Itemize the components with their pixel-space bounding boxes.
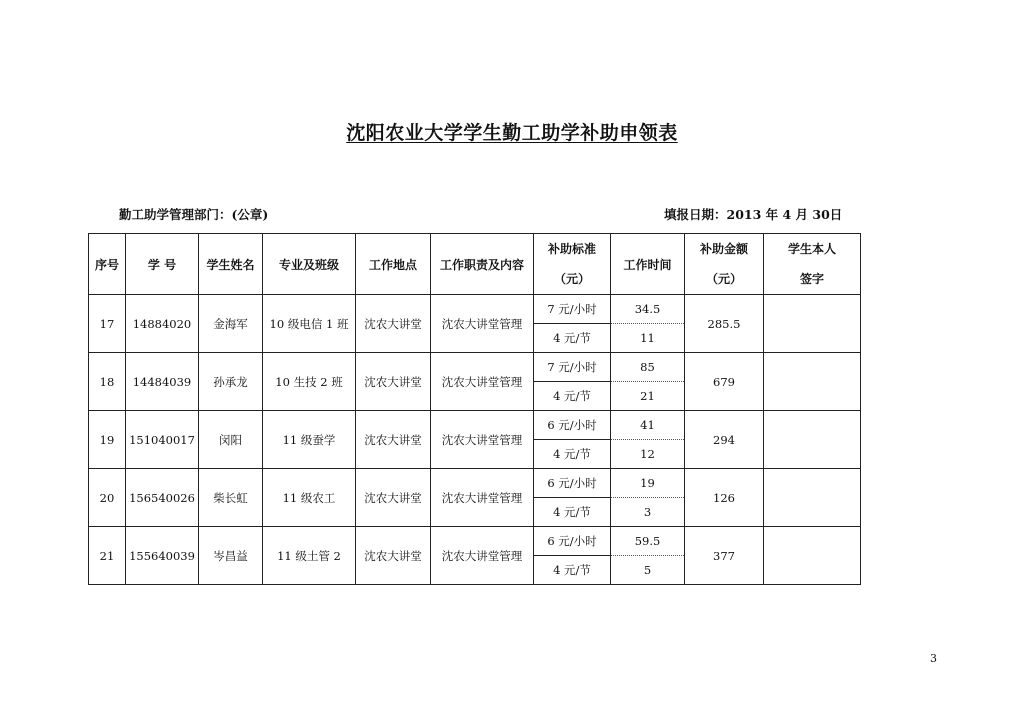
cell-rate-hourly: 7 元/小时 — [534, 353, 611, 382]
document-title — [0, 118, 1024, 145]
cell-hours-session: 21 — [611, 382, 685, 411]
cell-major-class: 10 级电信 1 班 — [263, 295, 356, 353]
cell-hours-hourly: 59.5 — [611, 527, 685, 556]
cell-location: 沈农大讲堂 — [356, 411, 431, 469]
cell-amount: 377 — [685, 527, 764, 585]
cell-name: 岑昌益 — [199, 527, 263, 585]
header-standard-line1: 补助标准 — [547, 242, 596, 256]
table-row — [89, 469, 861, 498]
cell-major-class: 10 生技 2 班 — [263, 353, 356, 411]
cell-location: 沈农大讲堂 — [356, 527, 431, 585]
cell-rate-hourly: 6 元/小时 — [534, 411, 611, 440]
cell-signature[interactable] — [764, 295, 861, 353]
subsidy-table — [88, 233, 861, 585]
cell-location: 沈农大讲堂 — [356, 469, 431, 527]
cell-hours-hourly: 41 — [611, 411, 685, 440]
cell-rate-hourly: 7 元/小时 — [534, 295, 611, 324]
header-standard — [534, 234, 611, 295]
header-amount-line1: 补助金额 — [699, 242, 748, 256]
cell-hours-hourly: 34.5 — [611, 295, 685, 324]
cell-location: 沈农大讲堂 — [356, 295, 431, 353]
table-row — [89, 295, 861, 324]
cell-location: 沈农大讲堂 — [356, 353, 431, 411]
table-row — [89, 353, 861, 382]
cell-rate-session: 4 元/节 — [534, 382, 611, 411]
cell-signature[interactable] — [764, 469, 861, 527]
cell-signature[interactable] — [764, 527, 861, 585]
cell-major-class: 11 级蚕学 — [263, 411, 356, 469]
cell-amount: 679 — [685, 353, 764, 411]
cell-rate-session: 4 元/节 — [534, 556, 611, 585]
cell-duties: 沈农大讲堂管理 — [431, 527, 534, 585]
title-text: 沈阳农业大学学生勤工助学补助申领表 — [346, 122, 678, 144]
header-student-id: 学 号 — [126, 234, 199, 295]
cell-student-id: 155640039 — [126, 527, 199, 585]
cell-rate-session: 4 元/节 — [534, 324, 611, 353]
header-signature-line2: 签字 — [799, 272, 824, 286]
cell-seq: 21 — [89, 527, 126, 585]
table-row — [89, 411, 861, 440]
cell-seq: 20 — [89, 469, 126, 527]
cell-duties: 沈农大讲堂管理 — [431, 353, 534, 411]
cell-name: 孙承龙 — [199, 353, 263, 411]
header-name: 学生姓名 — [199, 234, 263, 295]
header-signature — [764, 234, 861, 295]
header-row — [89, 234, 861, 295]
page-number: 3 — [930, 652, 937, 665]
cell-duties: 沈农大讲堂管理 — [431, 295, 534, 353]
cell-duties: 沈农大讲堂管理 — [431, 411, 534, 469]
header-standard-line2: （元） — [553, 272, 590, 286]
cell-hours-session: 11 — [611, 324, 685, 353]
header-signature-line1: 学生本人 — [787, 242, 836, 256]
cell-amount: 294 — [685, 411, 764, 469]
cell-name: 柴长虹 — [199, 469, 263, 527]
cell-student-id: 156540026 — [126, 469, 199, 527]
cell-seq: 18 — [89, 353, 126, 411]
cell-amount: 126 — [685, 469, 764, 527]
cell-rate-session: 4 元/节 — [534, 440, 611, 469]
cell-rate-session: 4 元/节 — [534, 498, 611, 527]
cell-hours-session: 3 — [611, 498, 685, 527]
header-seq: 序号 — [89, 234, 126, 295]
header-amount — [685, 234, 764, 295]
cell-student-id: 14884020 — [126, 295, 199, 353]
cell-rate-hourly: 6 元/小时 — [534, 527, 611, 556]
cell-major-class: 11 级农工 — [263, 469, 356, 527]
header-duties: 工作职责及内容 — [431, 234, 534, 295]
cell-student-id: 151040017 — [126, 411, 199, 469]
cell-seq: 19 — [89, 411, 126, 469]
cell-signature[interactable] — [764, 411, 861, 469]
cell-signature[interactable] — [764, 353, 861, 411]
fill-date-label: 填报日期：2013 年 4 月 30日 — [664, 207, 843, 222]
cell-student-id: 14484039 — [126, 353, 199, 411]
department-label: 勤工助学管理部门：(公章) — [119, 207, 269, 222]
header-location: 工作地点 — [356, 234, 431, 295]
cell-hours-session: 12 — [611, 440, 685, 469]
cell-amount: 285.5 — [685, 295, 764, 353]
cell-seq: 17 — [89, 295, 126, 353]
cell-hours-session: 5 — [611, 556, 685, 585]
cell-hours-hourly: 19 — [611, 469, 685, 498]
header-amount-line2: （元） — [705, 272, 742, 286]
header-hours: 工作时间 — [611, 234, 685, 295]
table-row — [89, 527, 861, 556]
cell-hours-hourly: 85 — [611, 353, 685, 382]
cell-major-class: 11 级土管 2 — [263, 527, 356, 585]
cell-duties: 沈农大讲堂管理 — [431, 469, 534, 527]
header-major-class: 专业及班级 — [263, 234, 356, 295]
cell-name: 闵阳 — [199, 411, 263, 469]
cell-rate-hourly: 6 元/小时 — [534, 469, 611, 498]
cell-name: 金海军 — [199, 295, 263, 353]
